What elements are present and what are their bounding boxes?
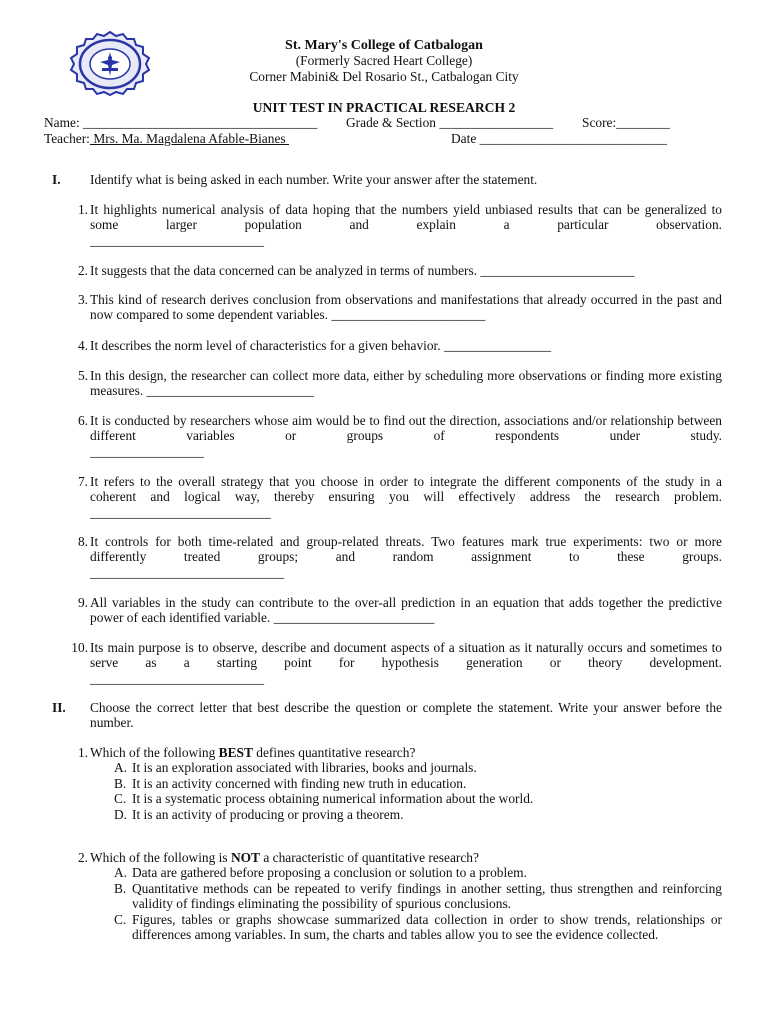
item-number: 9. [77, 595, 88, 610]
item-number: 4. [77, 338, 88, 353]
answer-option[interactable] [114, 881, 722, 912]
option-letter: C. [114, 791, 127, 807]
question-text-part: a characteristic of quantitative research? [259, 850, 479, 865]
option-text: Quantitative methods can be repeated to verify findings in another setting, thus strengthen and reinforcing validity of findings eliminating the possibility of spurious conclusions. [132, 880, 722, 912]
question-item [62, 368, 722, 399]
question-item [62, 413, 722, 459]
section-1-instruction: Identify what is being asked in each number. Write your answer after the statement. [90, 172, 538, 187]
question-text-part: Which of the following [90, 745, 219, 760]
option-letter: B. [114, 775, 127, 791]
option-text: It is a systematic process obtaining numerical information about the world. [132, 791, 534, 807]
option-letter: A. [114, 760, 128, 776]
grade-section-field[interactable]: Grade & Section _________________ [346, 115, 554, 130]
item-text: This kind of research derives conclusion from observations and manifestations that already occurred in the past and now compared to some dependent variables. _______________________ [90, 292, 722, 323]
item-text: It highlights numerical analysis of data hoping that the numbers yield unbiased results that can be generalized to some larger population and explain a particular observation. [90, 202, 722, 233]
section-1-number: I. [52, 172, 61, 187]
answer-option[interactable] [114, 807, 722, 822]
question-item [62, 534, 722, 580]
teacher-label: Teacher: [44, 131, 90, 146]
answer-blank[interactable]: ___________________________ [90, 504, 271, 520]
school-address: Corner Mabini& Del Rosario St., Catbalogan City [249, 69, 519, 84]
answer-option[interactable] [114, 912, 722, 943]
item-number: 5. [77, 368, 88, 383]
former-school-name: (Formerly Sacred Heart College) [295, 53, 473, 68]
item-number: 7. [77, 474, 88, 489]
item-text: It suggests that the data concerned can be analyzed in terms of numbers. _______________________ [90, 263, 635, 278]
question-number: 1. [77, 745, 88, 760]
answer-option[interactable] [114, 865, 722, 880]
question-item [62, 474, 722, 520]
item-number: 2. [77, 263, 88, 278]
name-field[interactable]: Name: ___________________________________ [44, 115, 318, 130]
option-text: It is an activity of producing or proving a theorem. [132, 806, 404, 822]
option-text: Figures, tables or graphs showcase summarized data collection in order to show trends, relationships or differences among variables. In sum, the charts and tables allow you to see the evidence collected. [132, 911, 722, 943]
item-text: In this design, the researcher can collect more data, either by scheduling more observations or finding more existing measures. _________________________ [90, 368, 722, 399]
question-text-part: Which of the following is [90, 850, 231, 865]
answer-blank[interactable]: _____________________________ [90, 564, 285, 580]
section-2-header [52, 700, 722, 731]
section-1-header [52, 172, 722, 187]
question-emphasis: BEST [218, 745, 253, 760]
item-number: 3. [77, 292, 88, 307]
answer-option[interactable] [114, 776, 722, 791]
option-letter: B. [114, 880, 127, 896]
item-text: Its main purpose is to observe, describe and document aspects of a situation as it naturally occurs and sometimes to serve as a starting point for hypothesis generation or theory development. [90, 640, 722, 671]
item-text: It refers to the overall strategy that you choose in order to integrate the different components of the study in a coherent and logical way, thereby ensuring you will effectively address the research problem. [90, 474, 722, 505]
section-2-instruction: Choose the correct letter that best describe the question or complete the statement. Write your answer before the number. [90, 700, 722, 731]
question-text [90, 745, 722, 760]
item-text: It describes the norm level of characteristics for a given behavior. ________________ [90, 338, 552, 353]
question-item [62, 640, 722, 686]
school-name: St. Mary's College of Catbalogan [285, 38, 483, 53]
item-number: 10. [71, 640, 88, 655]
item-number: 1. [77, 202, 88, 217]
question-item [62, 292, 722, 323]
score-field[interactable]: Score:________ [582, 115, 670, 130]
question-item [62, 338, 722, 353]
teacher-name: Mrs. Ma. Magdalena Afable-Bianes [90, 131, 289, 146]
option-text: It is an exploration associated with libraries, books and journals. [132, 760, 477, 776]
option-text: It is an activity concerned with finding new truth in education. [132, 775, 467, 791]
answer-blank[interactable]: __________________________ [90, 670, 265, 686]
multiple-choice-question [62, 850, 722, 942]
answer-option[interactable] [114, 791, 722, 806]
answer-options [114, 760, 722, 822]
item-text: It is conducted by researchers whose aim would be to find out the direction, associations and/or relationship between different variables or groups of respondents under study. [90, 413, 722, 444]
item-text: All variables in the study can contribute to the over-all prediction in an equation that adds together the predictive power of each identified variable. ________________________ [90, 595, 722, 626]
multiple-choice-question [62, 745, 722, 822]
section-2-number: II. [52, 700, 66, 715]
item-text: It controls for both time-related and group-related threats. Two features mark true experiments: two or more differently treated groups; and random assignment to these groups. [90, 534, 722, 565]
option-text: Data are gathered before proposing a conclusion or solution to a problem. [132, 865, 527, 881]
question-text [90, 850, 722, 865]
question-item [62, 595, 722, 626]
option-letter: A. [114, 865, 128, 881]
question-number: 2. [77, 850, 88, 865]
option-letter: D. [114, 806, 128, 822]
item-number: 6. [77, 413, 88, 428]
question-text-part: defines quantitative research? [252, 745, 416, 760]
answer-option[interactable] [114, 760, 722, 775]
date-field[interactable]: Date ____________________________ [451, 131, 668, 146]
question-item [62, 202, 722, 248]
answer-blank[interactable]: _________________ [90, 443, 204, 459]
question-item [62, 263, 722, 278]
question-emphasis: NOT [230, 850, 260, 865]
answer-options [114, 865, 722, 942]
answer-blank[interactable]: __________________________ [90, 232, 265, 248]
item-number: 8. [77, 534, 88, 549]
option-letter: C. [114, 911, 127, 927]
test-title: UNIT TEST IN PRACTICAL RESEARCH 2 [252, 100, 516, 115]
